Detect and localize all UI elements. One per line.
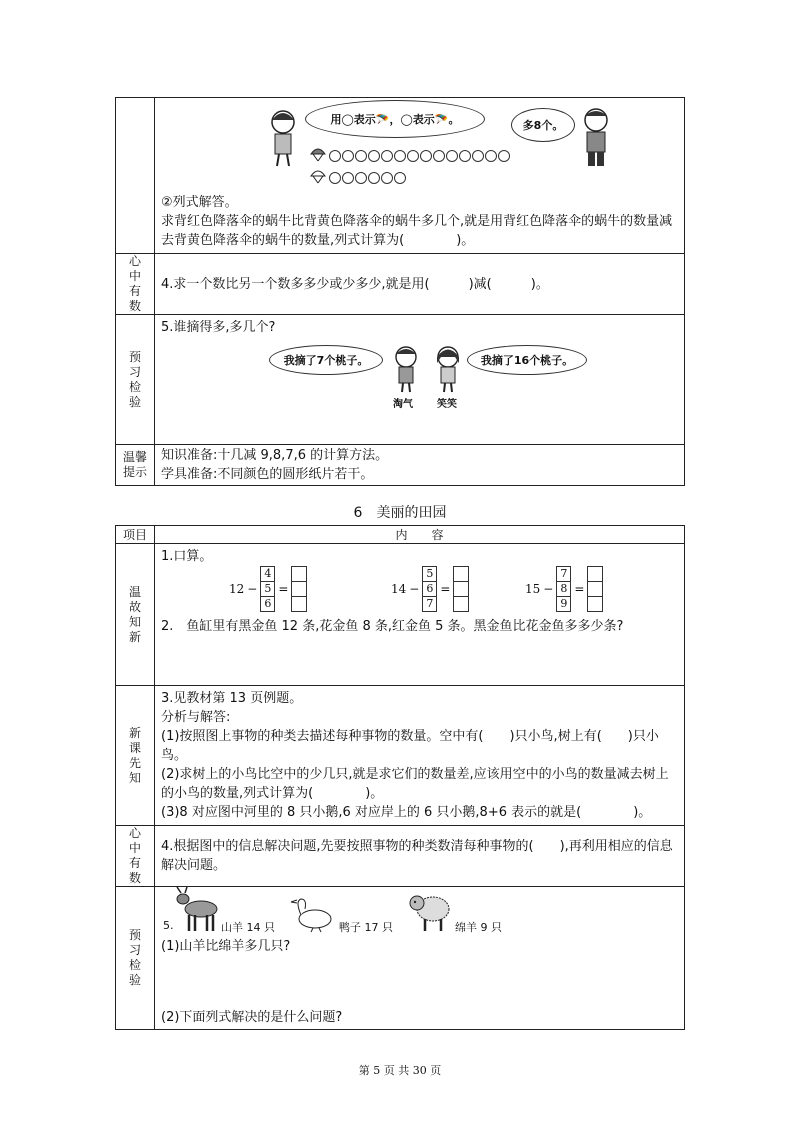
label-yuxi2: 预习检验 xyxy=(128,928,141,987)
name-xiaoxiao: 笑笑 xyxy=(437,399,457,410)
xinke-line-5: (3)8 对应图中河里的 8 只小鹅,6 对应岸上的 6 只小鹅,8+6 表示的就是( )。 xyxy=(161,805,652,820)
xinke-block xyxy=(155,686,684,825)
tip-cell xyxy=(155,445,685,486)
tip-line-1: 知识准备:十几减 9,8,7,6 的计算方法。 xyxy=(161,448,389,463)
xiaoxiao-icon xyxy=(433,345,463,393)
oral-item-1: 12 − 4 5 6 = xyxy=(229,566,307,612)
oral-item-3: 15 − 7 8 9 = xyxy=(525,566,603,612)
q5-text: 5.谁摘得多,多几个? xyxy=(161,320,276,335)
oral-2-minuend: 14 xyxy=(391,582,407,596)
label-xin2: 心中有数 xyxy=(128,826,141,885)
oral-2-subtrahends xyxy=(422,566,437,612)
table-section-a xyxy=(115,97,685,486)
section-b-title: 6 美丽的田园 xyxy=(353,505,447,521)
peach-bubble-right xyxy=(467,345,587,375)
oral-3-answers[interactable] xyxy=(587,566,603,612)
speech-bubble-left xyxy=(305,100,485,138)
girl-icon xyxy=(265,108,301,168)
sub: 7 xyxy=(557,567,570,582)
xin2-text: 4.根据图中的信息解决问题,先要按照事物的种类数清每种事物的( ),再利用相应的信息解决问题。 xyxy=(161,839,673,873)
oral-1-answers[interactable] xyxy=(291,566,307,612)
sub: 5 xyxy=(261,582,274,597)
side-label-tip xyxy=(116,445,155,486)
bubble-left-text: 用◯表示🪂，◯表示🪂。 xyxy=(330,113,460,126)
goldfish-question: 2. 鱼缸里有黑金鱼 12 条,花金鱼 8 条,红金鱼 5 条。黑金鱼比花金鱼多多少条? xyxy=(161,619,624,634)
side-label-wen xyxy=(116,544,155,686)
sub: 6 xyxy=(264,597,272,610)
oral-1-minuend: 12 xyxy=(229,582,245,596)
side-label-xinke xyxy=(116,686,155,826)
q2-block xyxy=(155,193,684,253)
oral-3-subtrahends xyxy=(556,566,571,612)
parachute-yellow-icon xyxy=(310,168,326,184)
sub: 8 xyxy=(557,582,570,597)
sheep-label: 绵羊 9 只 xyxy=(455,921,502,934)
peach-bubble-right-text: 我摘了16个桃子。 xyxy=(480,354,574,367)
sub: 7 xyxy=(426,597,434,610)
yuxi2-cell xyxy=(155,887,685,1030)
taoqi-icon xyxy=(391,345,421,393)
side-label-yuxi xyxy=(116,315,155,445)
label-yuxi: 预习检验 xyxy=(128,349,141,409)
wen-cell xyxy=(155,544,685,686)
header-project: 项目 xyxy=(116,526,155,544)
xin2-cell xyxy=(155,826,685,887)
oral-1-subtrahends xyxy=(260,566,275,612)
goat-icon xyxy=(173,887,219,933)
q4-text: 4.求一个数比另一个数多多少或少多少,就是用( )减( )。 xyxy=(161,276,549,292)
sub: 4 xyxy=(261,567,274,582)
label-xin: 心中有数 xyxy=(128,254,141,313)
peach-bubble-left xyxy=(269,345,383,375)
bubble-right-text: 多8个。 xyxy=(522,119,564,132)
xinke-line-2: 分析与解答: xyxy=(161,710,231,725)
q2-text: 求背红色降落伞的蜗牛比背黄色降落伞的蜗牛多几个,就是用背红色降落伞的蜗牛的数量减去背黄色降落伞的蜗牛的数量,列式计算为( )。 xyxy=(161,214,673,248)
label-wen: 温故知新 xyxy=(128,584,141,644)
oral-2-answers[interactable] xyxy=(453,566,469,612)
yellow-circles-row xyxy=(329,172,406,184)
figure-cell xyxy=(155,98,685,254)
sub: 6 xyxy=(423,582,436,597)
oral-title: 1.口算。 xyxy=(161,549,213,564)
side-cell-empty xyxy=(116,98,155,254)
oral-3-minuend: 15 xyxy=(525,582,541,596)
yuxi-cell xyxy=(155,315,685,445)
duck-label: 鸭子 17 只 xyxy=(339,921,393,934)
side-label-xin xyxy=(116,254,155,315)
peach-bubble-left-text: 我摘了7个桃子。 xyxy=(283,354,369,367)
yuxi2-p1: (1)山羊比绵羊多几只? xyxy=(161,939,291,954)
snail-figure xyxy=(155,98,684,193)
boy-icon xyxy=(577,106,615,170)
xin-cell xyxy=(155,254,685,315)
page-footer: 第 5 页 共 30 页 xyxy=(358,1064,442,1077)
speech-bubble-right xyxy=(511,108,575,142)
xinke-cell xyxy=(155,686,685,826)
label-xinke: 新课先知 xyxy=(128,725,141,785)
sub: 5 xyxy=(423,567,436,582)
parachute-red-icon xyxy=(310,146,326,162)
q2-title: ②列式解答。 xyxy=(161,195,238,210)
oral-item-2: 14 − 5 6 7 = xyxy=(391,566,469,612)
sheep-icon xyxy=(407,887,453,933)
duck-icon xyxy=(289,895,335,933)
animal-figure xyxy=(155,887,684,937)
side-label-xin2 xyxy=(116,826,155,887)
q5-num: 5. xyxy=(163,919,174,932)
xinke-line-3: (1)按照图上事物的种类去描述每种事物的数量。空中有( )只小鸟,树上有( )只小鸟。 xyxy=(161,729,659,763)
goat-label: 山羊 14 只 xyxy=(221,921,275,934)
red-circles-row xyxy=(329,150,510,162)
name-taoqi: 淘气 xyxy=(393,399,413,410)
table-section-b xyxy=(115,525,685,1030)
tip-line-2: 学具准备:不同颜色的圆形纸片若干。 xyxy=(161,467,374,482)
sub: 9 xyxy=(560,597,568,610)
label-tip: 温馨提示 xyxy=(122,450,147,479)
xinke-line-4: (2)求树上的小鸟比空中的少几只,就是求它们的数量差,应该用空中的小鸟的数量减去树上的小鸟的数量,列式计算为( )。 xyxy=(161,767,669,801)
side-label-yuxi2 xyxy=(116,887,155,1030)
yuxi2-p2: (2)下面列式解决的是什么问题? xyxy=(161,1010,343,1025)
xinke-line-1: 3.见教材第 13 页例题。 xyxy=(161,691,303,706)
header-content: 内 容 xyxy=(155,526,685,544)
